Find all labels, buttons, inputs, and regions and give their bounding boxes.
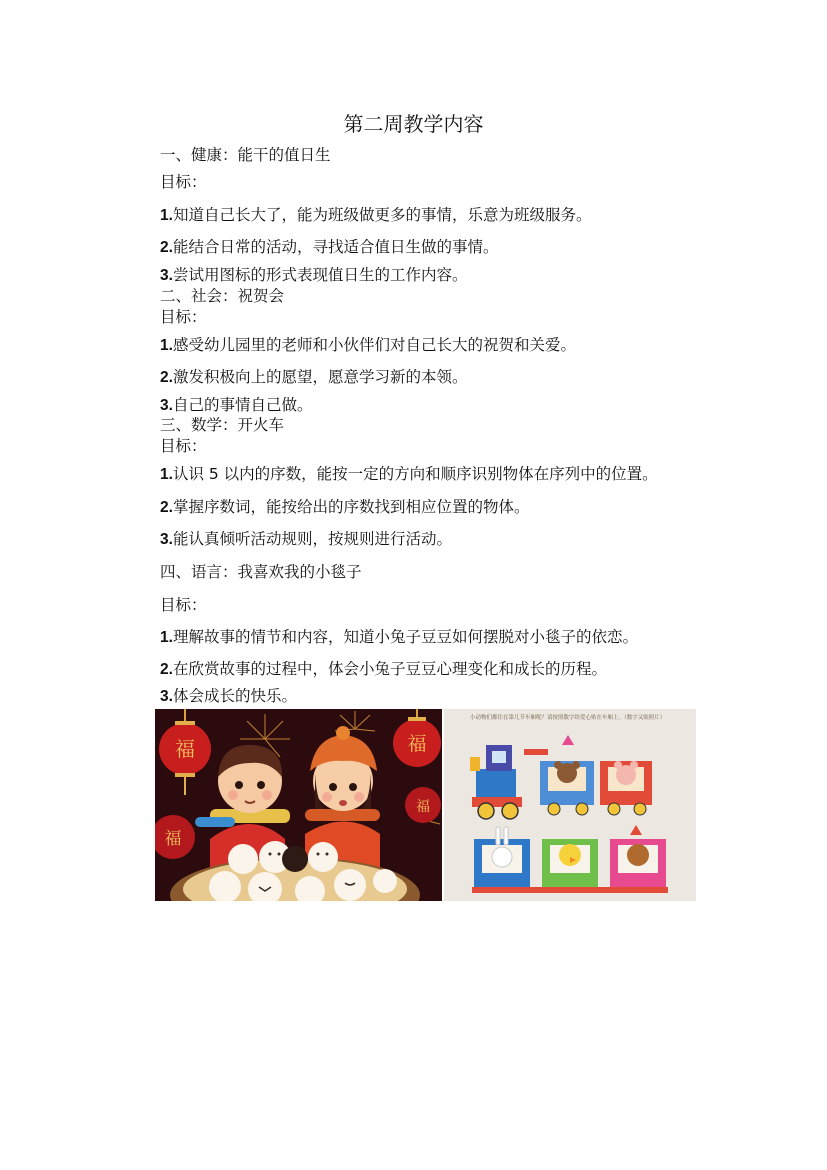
goal-item <box>160 205 591 226</box>
train-car-icon <box>610 825 666 887</box>
goal-label: 目标： <box>160 437 207 455</box>
lantern-icon <box>405 787 441 823</box>
goal-item-number: 1. <box>160 629 173 646</box>
goal-item-text: 能认真倾听活动规则，按规则进行活动。 <box>172 530 452 548</box>
goal-item <box>160 497 529 518</box>
goal-item <box>160 464 658 485</box>
goal-item-number: 1. <box>160 337 173 354</box>
goal-item-number: 1. <box>160 207 173 224</box>
goal-item <box>160 529 452 550</box>
lantern-char: 福 <box>407 733 427 755</box>
goal-item-text: 能结合日常的活动，寻找适合值日生做的事情。 <box>172 238 499 256</box>
goal-item <box>160 265 467 286</box>
train-car-icon <box>474 827 530 887</box>
goal-label: 目标： <box>160 308 207 326</box>
section-heading: 一、健康：能干的值日生 <box>160 146 331 164</box>
goal-item <box>160 627 638 648</box>
goal-item <box>160 659 607 680</box>
page-title: 第二周教学内容 <box>343 112 484 136</box>
goal-item <box>160 367 467 388</box>
goal-item-number: 3. <box>160 688 173 705</box>
train-car-icon <box>600 761 652 815</box>
goal-item <box>160 237 498 258</box>
goal-item <box>160 335 576 356</box>
goal-item-text: 尝试用图标的形式表现值日生的工作内容。 <box>172 266 468 284</box>
train-engine-icon <box>470 745 522 819</box>
goal-item-number: 2. <box>160 661 173 678</box>
train-car-icon <box>542 839 598 887</box>
lantern-char: 福 <box>416 799 430 815</box>
goal-item-text: 知道自己长大了，能为班级做更多的事情，乐意为班级服务。 <box>172 206 592 224</box>
goal-item-text: 在欣赏故事的过程中，体会小兔子豆豆心理变化和成长的历程。 <box>172 660 607 678</box>
lantern-char: 福 <box>175 737 195 761</box>
goal-item-number: 1. <box>160 466 173 483</box>
goal-item <box>160 686 297 707</box>
illustration-animal-train <box>444 709 696 901</box>
goal-item-text: 认识 5 以内的序数，能按一定的方向和顺序识别物体在序列中的位置。 <box>172 465 658 483</box>
goal-label: 目标： <box>160 596 207 614</box>
goal-item <box>160 395 312 416</box>
goal-item-text: 体会成长的快乐。 <box>172 687 297 705</box>
goal-item-text: 掌握序数词，能按给出的序数找到相应位置的物体。 <box>172 498 530 516</box>
goal-item-number: 2. <box>160 369 173 386</box>
goal-item-text: 感受幼儿园里的老师和小伙伴们对自己长大的祝贺和关爱。 <box>172 336 576 354</box>
train-car-icon <box>524 749 594 815</box>
goal-item-number: 2. <box>160 239 173 256</box>
goal-item-number: 2. <box>160 499 173 516</box>
goal-item-text: 激发积极向上的愿望，愿意学习新的本领。 <box>172 368 468 386</box>
worksheet-caption: 小动物们都住在第几节车厢呢？请按照数字给爱心贴在车厢上。（数字又贴照片） <box>470 715 666 721</box>
goal-item-number: 3. <box>160 397 173 414</box>
goal-item-number: 3. <box>160 531 173 548</box>
goal-item-text: 自己的事情自己做。 <box>172 396 313 414</box>
illustration-lantern-festival <box>155 709 442 901</box>
section-heading: 三、数学：开火车 <box>160 416 285 434</box>
lantern-char: 福 <box>164 829 182 849</box>
goal-label: 目标： <box>160 173 207 191</box>
section-heading: 二、社会：祝贺会 <box>160 287 285 305</box>
goal-item-text: 理解故事的情节和内容，知道小兔子豆豆如何摆脱对小毯子的依恋。 <box>172 628 638 646</box>
section-heading: 四、语言：我喜欢我的小毯子 <box>160 563 362 581</box>
goal-item-number: 3. <box>160 267 173 284</box>
